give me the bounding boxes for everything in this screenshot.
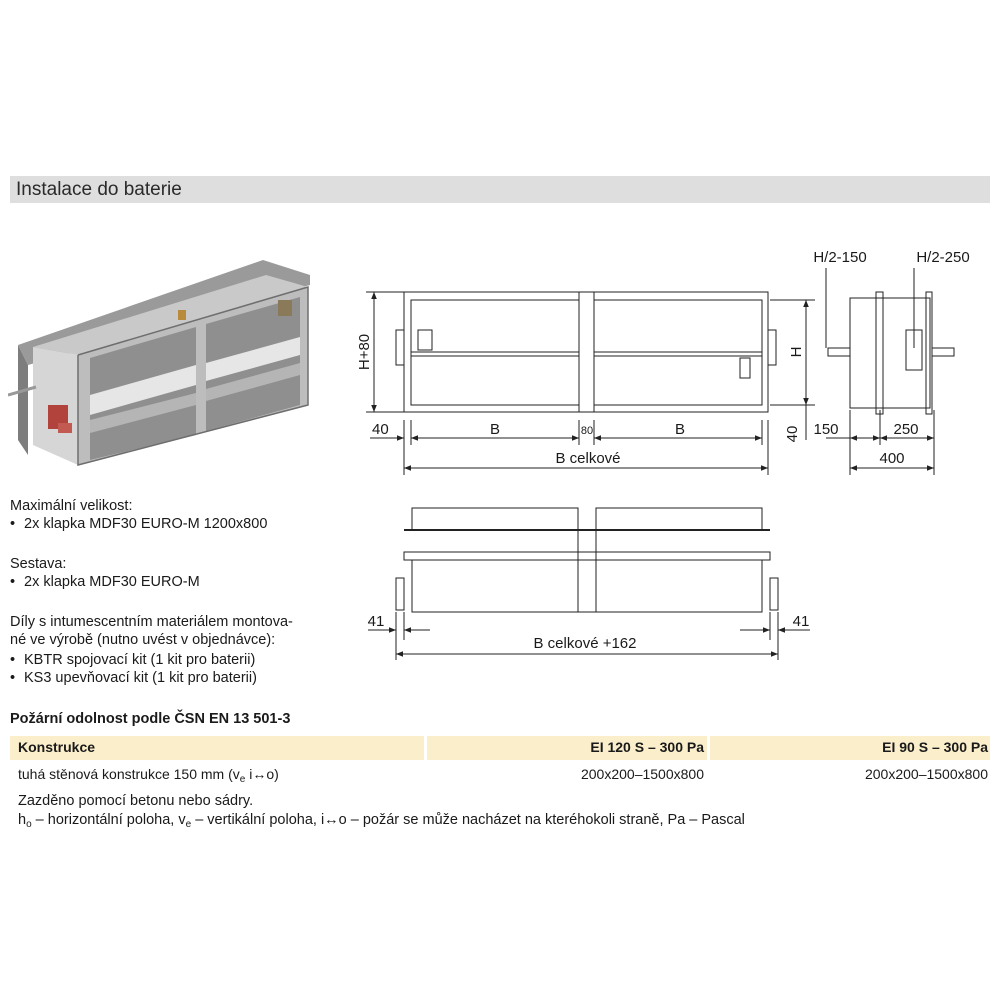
assembly-item: • 2x klapka MDF30 EURO-M xyxy=(10,573,200,591)
dim-400: 400 xyxy=(879,450,905,467)
max-size-title: Maximální velikost: xyxy=(10,498,133,514)
th-ei90: EI 90 S – 300 Pa xyxy=(882,739,988,755)
parts-line-2: né ve výrobě (nutno uvést v objednávce): xyxy=(10,632,276,648)
parts-item-kbtr: • KBTR spojovací kit (1 kit pro baterii) xyxy=(10,651,255,669)
max-size-item: • 2x klapka MDF30 EURO-M 1200x800 xyxy=(10,515,267,533)
note-2: $h_o$ – horizontální poloha, $v_e$ – vertikální poloha, i↔o – požár se může nacházet na kteréhokoli straně, Pa – Pascal xyxy=(18,812,745,830)
dim-h80: H+80 xyxy=(356,333,373,371)
parts-item-ks3: • KS3 upevňovací kit (1 kit pro baterii) xyxy=(10,669,257,687)
dim-b-right: B xyxy=(674,421,686,438)
note-1: Zazděno pomocí betonu nebo sádry. xyxy=(18,793,254,809)
dim-h2-150: H/2-150 xyxy=(813,249,867,266)
td-construction: tuhá stěnová konstrukce 150 mm ($v_e$ i↔o) xyxy=(18,766,279,785)
dim-40-bottom: 40 xyxy=(784,425,801,443)
dim-b-total: B celkové xyxy=(555,450,621,467)
assembly-title: Sestava: xyxy=(10,556,67,572)
dim-250: 250 xyxy=(893,421,919,438)
dim-41-left: 41 xyxy=(367,613,385,630)
td-ei120: 200x200–1500x800 xyxy=(580,766,704,782)
section-title: Instalace do baterie xyxy=(16,179,182,200)
dim-150: 150 xyxy=(813,421,839,438)
dim-40-left: 40 xyxy=(372,421,389,438)
td-ei90: 200x200–1500x800 xyxy=(864,766,988,782)
dim-h2-250: H/2-250 xyxy=(916,249,970,266)
dim-h: H xyxy=(788,346,805,358)
dim-b-left: B xyxy=(489,421,501,438)
fire-title: Požární odolnost podle ČSN EN 13 501-3 xyxy=(10,711,291,727)
dim-b-total-162: B celkové +162 xyxy=(533,635,637,652)
dim-80: 80 xyxy=(580,425,594,437)
dim-41-right: 41 xyxy=(792,613,810,630)
th-construction: Konstrukce xyxy=(18,739,96,755)
parts-line-1: Díly s intumescentním materiálem montova- xyxy=(10,614,293,630)
th-ei120: EI 120 S – 300 Pa xyxy=(590,739,704,755)
